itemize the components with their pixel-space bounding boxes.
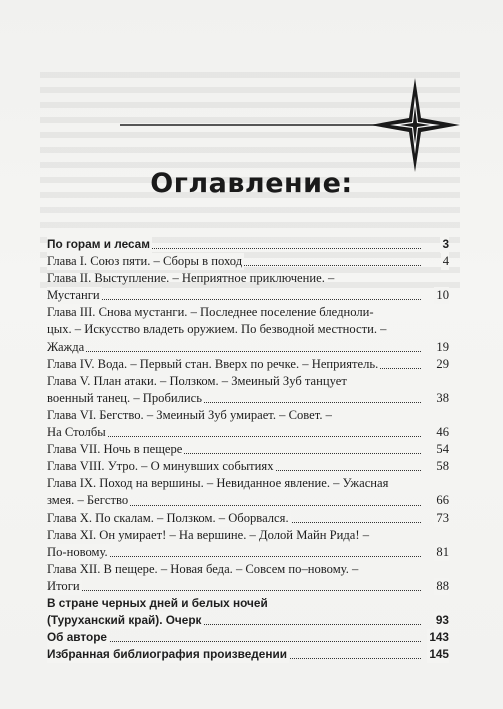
toc-entry — [47, 578, 449, 595]
toc-page-number: 88 — [434, 578, 449, 595]
toc-entry — [47, 629, 449, 646]
toc-entry — [47, 356, 449, 373]
toc-entry-title: В стране черных дней и белых ночей — [47, 595, 268, 610]
toc-entry — [47, 595, 449, 612]
toc-entry-title: Глава V. План атаки. – Ползком. – Змеиный Зуб танцует — [47, 373, 347, 388]
toc-entry-title: (Туруханский край). Очерк — [47, 612, 203, 629]
toc-entry — [47, 236, 449, 253]
toc-entry-title: Глава XII. В пещере. – Новая беда. – Совсем по–новому. – — [47, 561, 359, 576]
toc-entry — [47, 373, 449, 390]
toc-page-number: 93 — [434, 612, 449, 629]
toc-page-number: 38 — [434, 390, 449, 407]
toc-entry — [47, 441, 449, 458]
toc-entry-title: змея. – Бегство — [47, 492, 130, 509]
toc-entry-title: Глава IX. Поход на вершины. – Невиданное явление. – Ужасная — [47, 476, 389, 491]
toc-entry-title: Итоги — [47, 578, 82, 595]
toc-page-number: 10 — [434, 287, 449, 304]
dot-leader — [47, 299, 421, 300]
toc-page-number: 4 — [441, 253, 449, 270]
toc-entry — [47, 527, 449, 544]
page-title: Оглавление: — [150, 168, 353, 199]
toc-page-number: 66 — [434, 492, 449, 509]
toc-entry — [47, 253, 449, 270]
toc-entry-title: По-новому. — [47, 544, 110, 561]
toc-entry-title: Глава III. Снова мустанги. – Последнее поселение бледноли- — [47, 305, 374, 320]
toc-entry — [47, 407, 449, 424]
toc-page-number: 143 — [427, 629, 449, 646]
toc-entry — [47, 561, 449, 578]
toc-entry-title: Глава X. По скалам. – Ползком. – Оборвался. — [47, 510, 291, 527]
toc-page-number: 145 — [427, 646, 449, 663]
dot-leader — [47, 351, 421, 352]
toc-page-number: 73 — [434, 510, 449, 527]
toc-entry — [47, 339, 449, 356]
toc-page-number: 58 — [434, 458, 449, 475]
toc-entry — [47, 270, 449, 287]
dot-leader — [47, 590, 421, 591]
toc-entry — [47, 321, 449, 338]
toc-page-number: 46 — [434, 424, 449, 441]
toc-page-number: 54 — [434, 441, 449, 458]
toc-entry — [47, 612, 449, 629]
toc-page-number: 3 — [440, 236, 449, 253]
toc-entry — [47, 304, 449, 321]
toc-entry-title: Глава VI. Бегство. – Змеиный Зуб умирает. – Совет. – — [47, 407, 332, 422]
toc-entry-title: цых. – Искусство владеть оружием. По безводной местности. – — [47, 322, 387, 337]
toc-page-number: 29 — [434, 356, 449, 373]
toc-entry — [47, 646, 449, 663]
toc-entry — [47, 390, 449, 407]
toc-entry — [47, 510, 449, 527]
toc-page-number: 19 — [434, 339, 449, 356]
toc-entry-title: Об авторе — [47, 629, 109, 646]
toc-entry-title: Мустанги — [47, 287, 102, 304]
toc-entry-title: Глава I. Союз пяти. – Сборы в поход — [47, 253, 244, 270]
toc-entry-title: Глава II. Выступление. – Неприятное приключение. – — [47, 271, 335, 286]
toc-entry — [47, 458, 449, 475]
toc-entry-title: Глава IV. Вода. – Первый стан. Вверх по речке. – Неприятель. — [47, 356, 380, 373]
toc-entry-title: Жажда — [47, 339, 86, 356]
toc-entry — [47, 544, 449, 561]
toc-entry-title: Глава VII. Ночь в пещере — [47, 441, 184, 458]
toc-entry — [47, 287, 449, 304]
toc-page-number: 81 — [434, 544, 449, 561]
table-of-contents — [47, 236, 449, 663]
toc-entry-title: Глава XI. Он умирает! – На вершине. – Долой Майн Рида! – — [47, 527, 369, 542]
toc-entry-title: Избранная библиография произведении — [47, 646, 289, 663]
toc-entry — [47, 492, 449, 509]
toc-entry-title: На Столбы — [47, 424, 108, 441]
toc-entry-title: Глава VIII. Утро. – О минувших событиях — [47, 458, 276, 475]
toc-entry-title: военный танец. – Пробились — [47, 390, 204, 407]
toc-entry — [47, 424, 449, 441]
toc-entry — [47, 475, 449, 492]
toc-entry-title: По горам и лесам — [47, 236, 152, 253]
